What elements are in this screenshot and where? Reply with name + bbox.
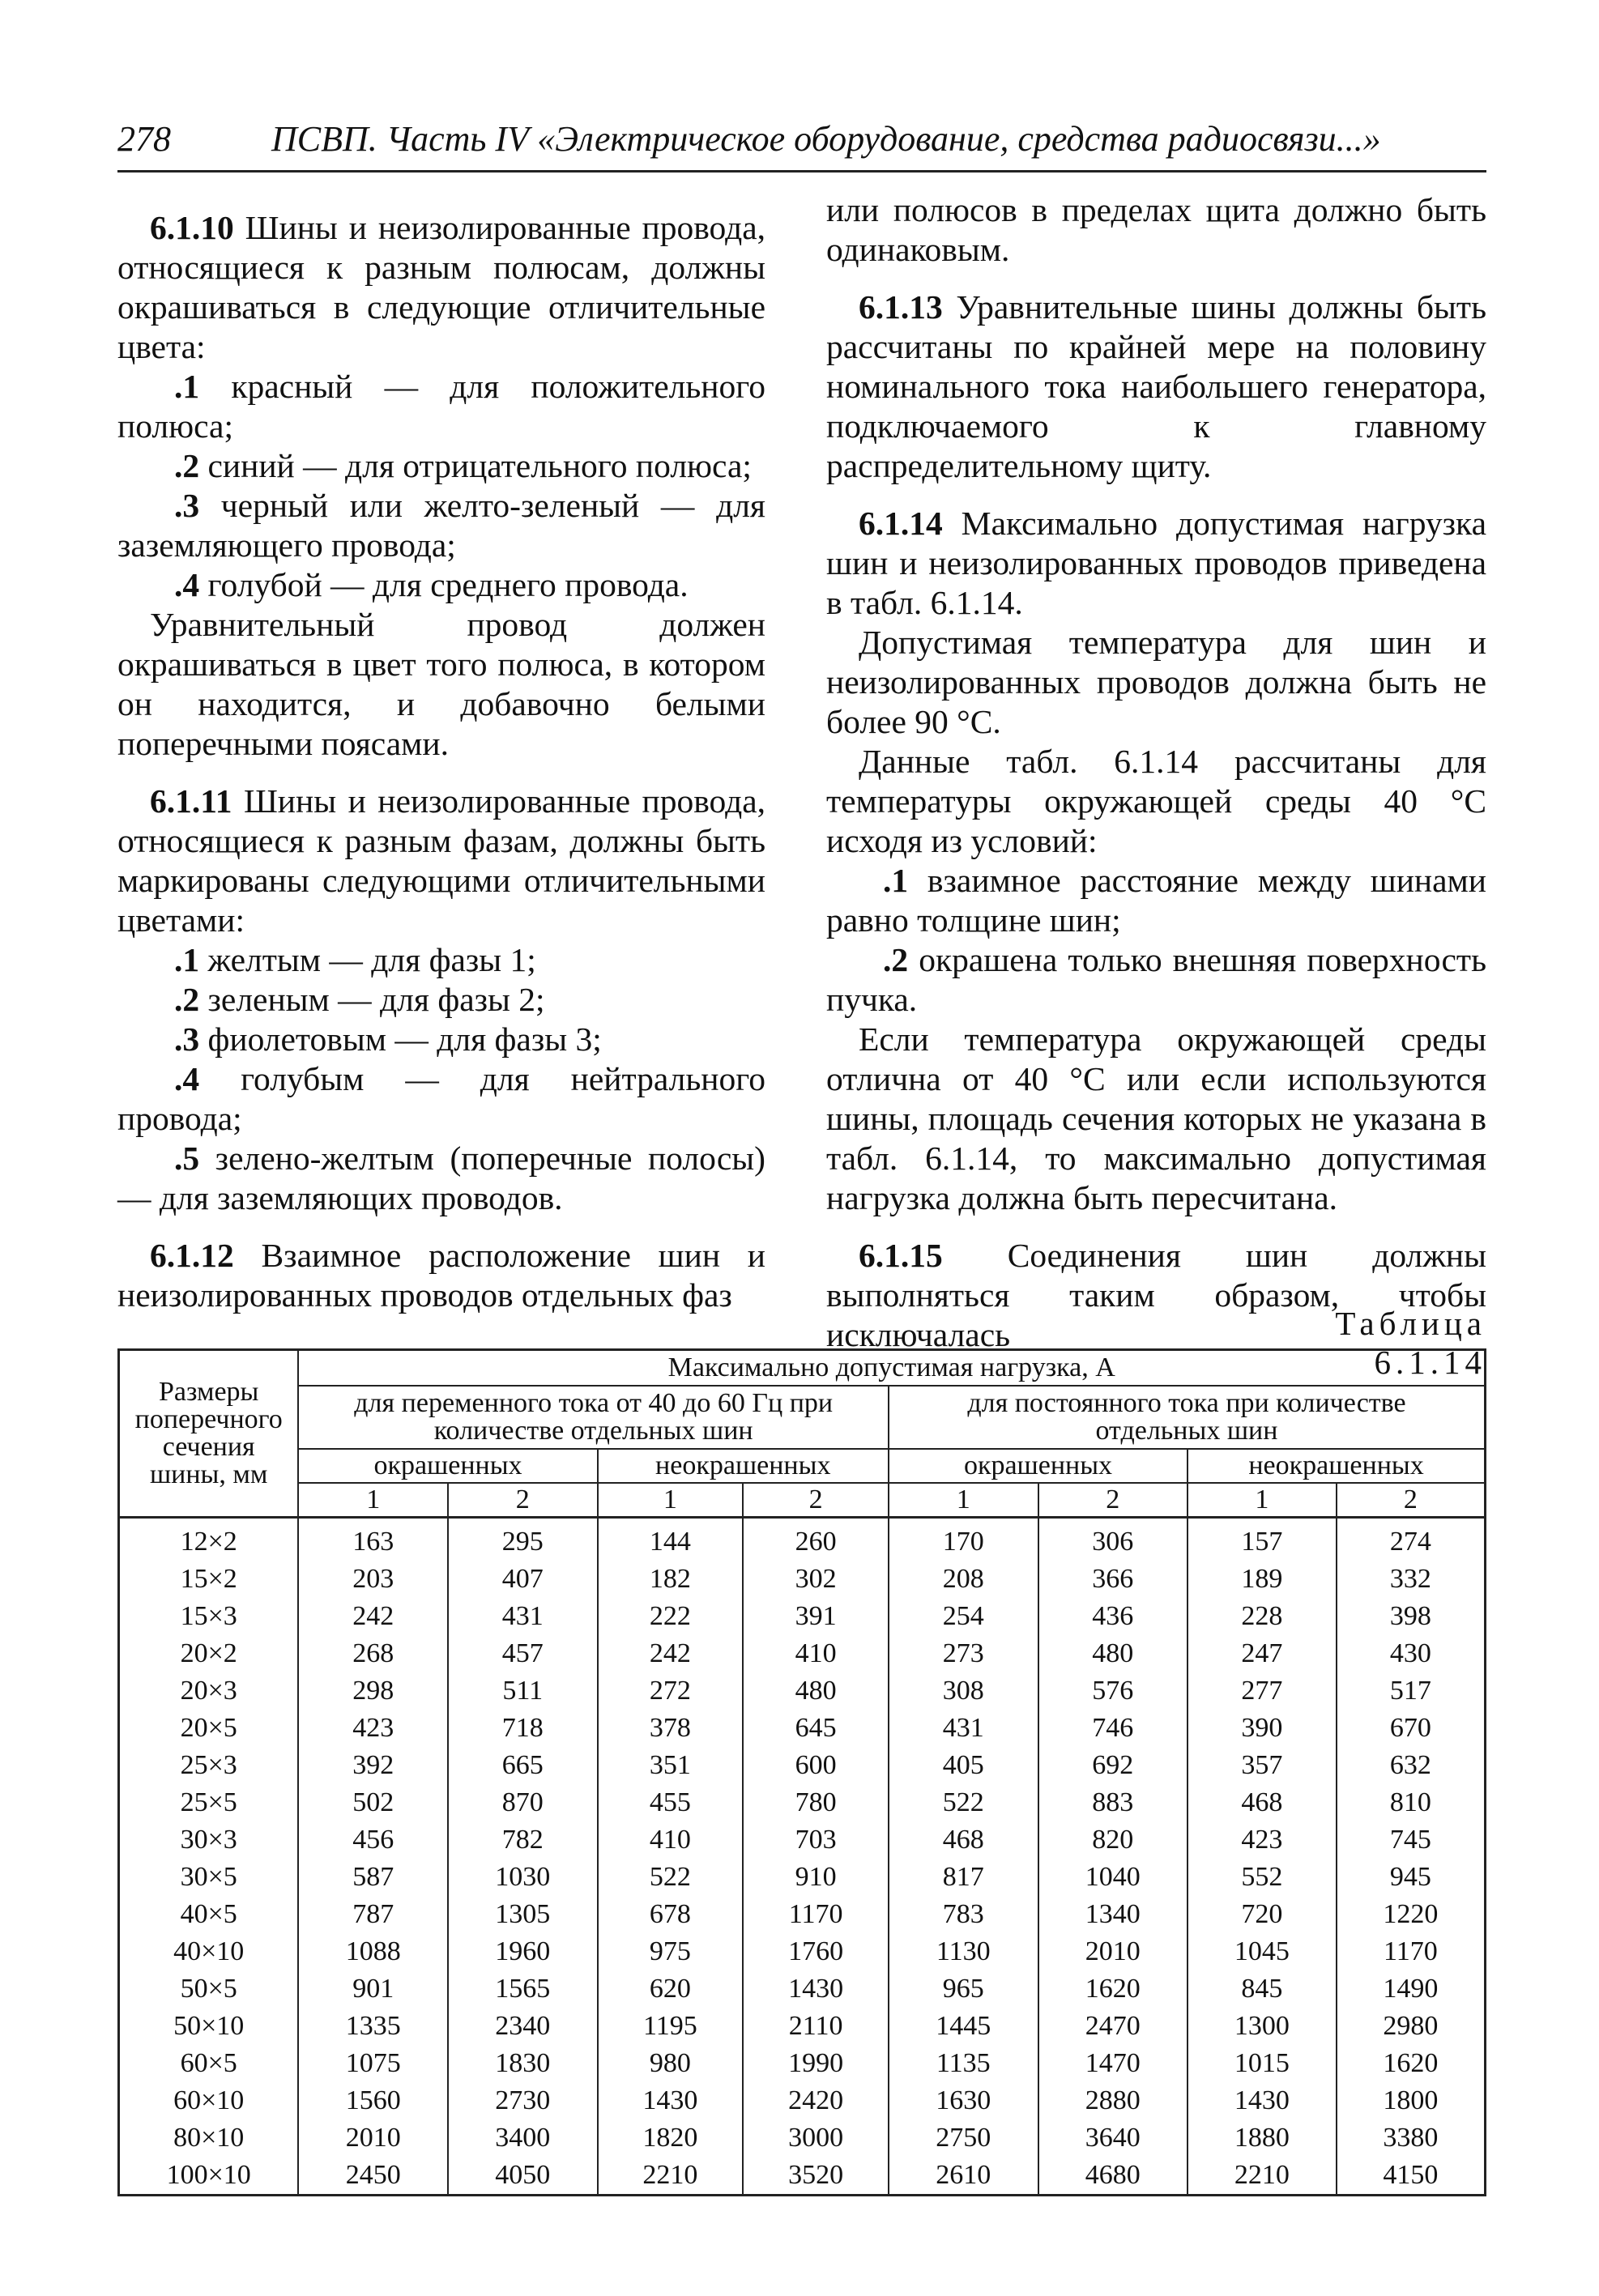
load-cell: 620 bbox=[598, 1970, 744, 2008]
load-cell: 1565 bbox=[448, 1970, 598, 2008]
paragraph-text: голубым — для нейтрального провода; bbox=[117, 1060, 765, 1137]
load-cell: 745 bbox=[1337, 1821, 1486, 1859]
load-cell: 1030 bbox=[448, 1859, 598, 1896]
page-number: 278 bbox=[117, 119, 171, 159]
load-cell: 455 bbox=[598, 1784, 744, 1821]
load-cell: 692 bbox=[1038, 1747, 1188, 1784]
load-cell: 182 bbox=[598, 1561, 744, 1598]
clause-number: 6.1.15 bbox=[859, 1237, 943, 1274]
load-cell: 410 bbox=[743, 1635, 889, 1672]
load-cell: 910 bbox=[743, 1859, 889, 1896]
paragraph-text: Если температура окружающей среды отлична от 40 °С или если используются шины, площадь сечения которых не указана в табл. 6.1.14, то максимально допустимая нагрузка должна быть пересчитана. bbox=[826, 1020, 1486, 1216]
load-cell: 720 bbox=[1188, 1896, 1337, 1933]
load-cell: 783 bbox=[889, 1896, 1038, 1933]
load-cell: 306 bbox=[1038, 1518, 1188, 1561]
load-cell: 3640 bbox=[1038, 2119, 1188, 2157]
paragraph bbox=[117, 565, 765, 605]
paragraph bbox=[117, 940, 765, 980]
paragraph bbox=[117, 367, 765, 446]
load-cell: 1760 bbox=[743, 1933, 889, 1970]
load-cell: 517 bbox=[1337, 1672, 1486, 1710]
load-cell: 670 bbox=[1337, 1710, 1486, 1747]
paragraph bbox=[826, 861, 1486, 940]
paragraph-text: взаимное расстояние между шинами равно толщине шин; bbox=[826, 862, 1486, 939]
paragraph bbox=[117, 446, 765, 486]
load-cell: 351 bbox=[598, 1747, 744, 1784]
right-column bbox=[826, 190, 1486, 1355]
load-cell: 1195 bbox=[598, 2008, 744, 2045]
load-cell: 274 bbox=[1337, 1518, 1486, 1561]
load-cell: 587 bbox=[298, 1859, 448, 1896]
paragraph-text: или полюсов в пределах щита должно быть одинаковым. bbox=[826, 191, 1486, 268]
paragraph-text: желтым — для фазы 1; bbox=[199, 941, 536, 978]
bus-count-header: 1 bbox=[889, 1483, 1038, 1518]
load-cell: 2110 bbox=[743, 2008, 889, 2045]
load-cell: 1800 bbox=[1337, 2082, 1486, 2119]
load-cell: 390 bbox=[1188, 1710, 1337, 1747]
size-cell: 12×2 bbox=[119, 1518, 299, 1561]
load-cell: 277 bbox=[1188, 1672, 1337, 1710]
clause-number: .5 bbox=[174, 1139, 200, 1177]
load-cell: 718 bbox=[448, 1710, 598, 1747]
load-cell: 430 bbox=[1337, 1635, 1486, 1672]
load-cell: 332 bbox=[1337, 1561, 1486, 1598]
load-cell: 1135 bbox=[889, 2045, 1038, 2082]
load-cell: 746 bbox=[1038, 1710, 1188, 1747]
paragraph-text: Соединения шин должны выполняться таким образом, чтобы исключалась bbox=[826, 1237, 1486, 1353]
paragraph-text: красный — для положительного полюса; bbox=[117, 368, 765, 445]
load-cell: 552 bbox=[1188, 1859, 1337, 1896]
table-row bbox=[119, 2157, 1486, 2196]
table-row bbox=[119, 1672, 1486, 1710]
paragraph bbox=[826, 742, 1486, 861]
load-cell: 407 bbox=[448, 1561, 598, 1598]
load-cell: 1015 bbox=[1188, 2045, 1337, 2082]
clause-number: 6.1.10 bbox=[150, 209, 234, 246]
size-cell: 50×10 bbox=[119, 2008, 299, 2045]
size-cell: 25×3 bbox=[119, 1747, 299, 1784]
size-cell: 50×5 bbox=[119, 1970, 299, 2008]
load-cell: 2730 bbox=[448, 2082, 598, 2119]
load-cell: 2470 bbox=[1038, 2008, 1188, 2045]
bus-count-header: 1 bbox=[298, 1483, 448, 1518]
table-row bbox=[119, 1710, 1486, 1747]
load-cell: 1445 bbox=[889, 2008, 1038, 2045]
load-cell: 260 bbox=[743, 1518, 889, 1561]
load-cell: 2010 bbox=[1038, 1933, 1188, 1970]
load-cell: 480 bbox=[743, 1672, 889, 1710]
table-row bbox=[119, 1784, 1486, 1821]
load-cell: 780 bbox=[743, 1784, 889, 1821]
size-cell: 60×5 bbox=[119, 2045, 299, 2082]
load-cell: 2010 bbox=[298, 2119, 448, 2157]
paragraph bbox=[117, 1139, 765, 1218]
paragraph-text: Шины и неизолированные провода, относящиеся к разным фазам, должны быть маркированы следующими отличительными цветами: bbox=[117, 782, 765, 939]
load-cell: 511 bbox=[448, 1672, 598, 1710]
paragraph bbox=[117, 605, 765, 764]
load-cell: 1560 bbox=[298, 2082, 448, 2119]
load-cell: 1820 bbox=[598, 2119, 744, 2157]
size-header: Размеры поперечного сечения шины, мм bbox=[119, 1350, 299, 1518]
load-cell: 965 bbox=[889, 1970, 1038, 2008]
bus-count-header: 1 bbox=[598, 1483, 744, 1518]
max-load-table bbox=[117, 1348, 1486, 2196]
load-cell: 1430 bbox=[743, 1970, 889, 2008]
paragraph bbox=[826, 940, 1486, 1020]
load-cell: 423 bbox=[298, 1710, 448, 1747]
load-cell: 4150 bbox=[1337, 2157, 1486, 2196]
paragraph-text: Уравнительный провод должен окрашиваться в цвет того полюса, в котором он находится, и добавочно белыми поперечными поясами. bbox=[117, 606, 765, 762]
load-cell: 423 bbox=[1188, 1821, 1337, 1859]
table-row bbox=[119, 1970, 1486, 2008]
load-cell: 391 bbox=[743, 1598, 889, 1635]
load-cell: 1880 bbox=[1188, 2119, 1337, 2157]
clause-number: 6.1.13 bbox=[859, 288, 943, 326]
load-cell: 468 bbox=[1188, 1784, 1337, 1821]
ac-header: для переменного тока от 40 до 60 Гц при количестве отдельных шин bbox=[298, 1386, 889, 1449]
size-cell: 40×5 bbox=[119, 1896, 299, 1933]
page-header bbox=[117, 113, 1486, 173]
table-row bbox=[119, 2008, 1486, 2045]
load-cell: 678 bbox=[598, 1896, 744, 1933]
load-cell: 3520 bbox=[743, 2157, 889, 2196]
load-cell: 2210 bbox=[598, 2157, 744, 2196]
load-cell: 901 bbox=[298, 1970, 448, 2008]
load-cell: 431 bbox=[889, 1710, 1038, 1747]
load-cell: 2210 bbox=[1188, 2157, 1337, 2196]
paragraph-text: зеленым — для фазы 2; bbox=[199, 981, 545, 1018]
load-cell: 4050 bbox=[448, 2157, 598, 2196]
load-cell: 1470 bbox=[1038, 2045, 1188, 2082]
paragraph-text: Максимально допустимая нагрузка шин и неизолированных проводов приведена в табл. 6.1.14. bbox=[826, 505, 1486, 621]
clause-number: .4 bbox=[174, 1060, 200, 1097]
load-cell: 157 bbox=[1188, 1518, 1337, 1561]
paragraph bbox=[826, 1020, 1486, 1218]
size-cell: 100×10 bbox=[119, 2157, 299, 2196]
clause-number: .1 bbox=[174, 368, 200, 405]
size-cell: 20×5 bbox=[119, 1710, 299, 1747]
load-cell: 632 bbox=[1337, 1747, 1486, 1784]
load-cell: 302 bbox=[743, 1561, 889, 1598]
load-cell: 468 bbox=[889, 1821, 1038, 1859]
load-cell: 883 bbox=[1038, 1784, 1188, 1821]
load-cell: 1170 bbox=[743, 1896, 889, 1933]
load-cell: 1045 bbox=[1188, 1933, 1337, 1970]
clause-number: .1 bbox=[174, 941, 200, 978]
load-cell: 295 bbox=[448, 1518, 598, 1561]
size-cell: 80×10 bbox=[119, 2119, 299, 2157]
load-cell: 2340 bbox=[448, 2008, 598, 2045]
load-cell: 645 bbox=[743, 1710, 889, 1747]
load-cell: 3000 bbox=[743, 2119, 889, 2157]
load-cell: 870 bbox=[448, 1784, 598, 1821]
paragraph-text: фиолетовым — для фазы 3; bbox=[199, 1020, 602, 1058]
size-cell: 30×3 bbox=[119, 1821, 299, 1859]
load-cell: 456 bbox=[298, 1821, 448, 1859]
load-cell: 272 bbox=[598, 1672, 744, 1710]
paragraph-text: черный или желто-зеленый — для заземляющего провода; bbox=[117, 487, 765, 564]
size-cell: 20×2 bbox=[119, 1635, 299, 1672]
load-cell: 480 bbox=[1038, 1635, 1188, 1672]
table-row bbox=[119, 1518, 1486, 1561]
size-cell: 40×10 bbox=[119, 1933, 299, 1970]
load-cell: 1075 bbox=[298, 2045, 448, 2082]
paragraph bbox=[826, 504, 1486, 623]
load-cell: 1430 bbox=[1188, 2082, 1337, 2119]
load-cell: 980 bbox=[598, 2045, 744, 2082]
clause-number: 6.1.12 bbox=[150, 1237, 234, 1274]
load-cell: 436 bbox=[1038, 1598, 1188, 1635]
load-cell: 392 bbox=[298, 1747, 448, 1784]
load-cell: 2750 bbox=[889, 2119, 1038, 2157]
load-cell: 1990 bbox=[743, 2045, 889, 2082]
load-cell: 242 bbox=[298, 1598, 448, 1635]
load-cell: 405 bbox=[889, 1747, 1038, 1784]
size-cell: 20×3 bbox=[119, 1672, 299, 1710]
table-row bbox=[119, 1821, 1486, 1859]
size-cell: 30×5 bbox=[119, 1859, 299, 1896]
bus-count-header: 2 bbox=[1337, 1483, 1486, 1518]
load-cell: 2980 bbox=[1337, 2008, 1486, 2045]
paragraph-text: голубой — для среднего провода. bbox=[199, 566, 689, 603]
paragraph-text: Уравнительные шины должны быть рассчитаны по крайней мере на половину номинального тока наибольшего генератора, подключаемого к главному распределительному щиту. bbox=[826, 288, 1486, 484]
load-cell: 254 bbox=[889, 1598, 1038, 1635]
load-cell: 522 bbox=[598, 1859, 744, 1896]
load-cell: 398 bbox=[1337, 1598, 1486, 1635]
load-cell: 242 bbox=[598, 1635, 744, 1672]
table-body bbox=[119, 1518, 1486, 2196]
bus-count-header: 2 bbox=[1038, 1483, 1188, 1518]
load-cell: 1040 bbox=[1038, 1859, 1188, 1896]
load-cell: 820 bbox=[1038, 1821, 1188, 1859]
load-cell: 1300 bbox=[1188, 2008, 1337, 2045]
paragraph bbox=[826, 288, 1486, 486]
paragraph bbox=[117, 486, 765, 565]
size-cell: 15×3 bbox=[119, 1598, 299, 1635]
load-cell: 1960 bbox=[448, 1933, 598, 1970]
table-row bbox=[119, 1896, 1486, 1933]
load-cell: 1220 bbox=[1337, 1896, 1486, 1933]
load-cell: 810 bbox=[1337, 1784, 1486, 1821]
paragraph-text: окрашена только внешняя поверхность пучка. bbox=[826, 941, 1486, 1018]
paragraph-text: Взаимное расположение шин и неизолированных проводов отдельных фаз bbox=[117, 1237, 765, 1314]
load-cell: 975 bbox=[598, 1933, 744, 1970]
load-cell: 665 bbox=[448, 1747, 598, 1784]
paragraph bbox=[117, 980, 765, 1020]
running-title: ПСВП. Часть IV «Электрическое оборудование, средства радиосвязи...» bbox=[271, 119, 1381, 159]
table-row bbox=[119, 1598, 1486, 1635]
table-row bbox=[119, 2045, 1486, 2082]
load-cell: 208 bbox=[889, 1561, 1038, 1598]
load-cell: 502 bbox=[298, 1784, 448, 1821]
load-cell: 3380 bbox=[1337, 2119, 1486, 2157]
left-column bbox=[117, 190, 765, 1315]
load-cell: 1430 bbox=[598, 2082, 744, 2119]
table-row bbox=[119, 1561, 1486, 1598]
load-cell: 298 bbox=[298, 1672, 448, 1710]
load-cell: 1088 bbox=[298, 1933, 448, 1970]
clause-number: .2 bbox=[174, 447, 200, 484]
ac-unpainted-header: неокрашенных bbox=[598, 1449, 889, 1483]
clause-number: .4 bbox=[174, 566, 200, 603]
load-cell: 576 bbox=[1038, 1672, 1188, 1710]
table-row bbox=[119, 2082, 1486, 2119]
load-cell: 228 bbox=[1188, 1598, 1337, 1635]
load-cell: 2420 bbox=[743, 2082, 889, 2119]
load-cell: 247 bbox=[1188, 1635, 1337, 1672]
load-cell: 268 bbox=[298, 1635, 448, 1672]
paragraph-text: Шины и неизолированные провода, относящиеся к разным полюсам, должны окрашиваться в следующие отличительные цвета: bbox=[117, 209, 765, 365]
bus-count-header: 2 bbox=[448, 1483, 598, 1518]
load-cell: 222 bbox=[598, 1598, 744, 1635]
table-caption: Таблица 6.1.14 bbox=[1335, 1305, 1486, 1381]
load-cell: 703 bbox=[743, 1821, 889, 1859]
dc-unpainted-header: неокрашенных bbox=[1188, 1449, 1485, 1483]
load-cell: 782 bbox=[448, 1821, 598, 1859]
dc-header: для постоянного тока при количестве отдельных шин bbox=[889, 1386, 1486, 1449]
load-cell: 431 bbox=[448, 1598, 598, 1635]
load-cell: 1340 bbox=[1038, 1896, 1188, 1933]
load-cell: 600 bbox=[743, 1747, 889, 1784]
clause-number: .2 bbox=[174, 981, 200, 1018]
load-cell: 1335 bbox=[298, 2008, 448, 2045]
ac-painted-header: окрашенных bbox=[298, 1449, 597, 1483]
load-cell: 457 bbox=[448, 1635, 598, 1672]
load-cell: 1620 bbox=[1038, 1970, 1188, 2008]
clause-number: 6.1.14 bbox=[859, 505, 943, 542]
clause-number: .2 bbox=[883, 941, 909, 978]
table-row bbox=[119, 1859, 1486, 1896]
load-cell: 203 bbox=[298, 1561, 448, 1598]
load-cell: 845 bbox=[1188, 1970, 1337, 2008]
load-cell: 1490 bbox=[1337, 1970, 1486, 2008]
load-cell: 2450 bbox=[298, 2157, 448, 2196]
load-cell: 163 bbox=[298, 1518, 448, 1561]
load-cell: 4680 bbox=[1038, 2157, 1188, 2196]
paragraph bbox=[117, 1020, 765, 1059]
paragraph-text: Допустимая температура для шин и неизолированных проводов должна быть не более 90 °С. bbox=[826, 624, 1486, 740]
load-cell: 1170 bbox=[1337, 1933, 1486, 1970]
paragraph bbox=[117, 1059, 765, 1139]
load-cell: 189 bbox=[1188, 1561, 1337, 1598]
size-cell: 25×5 bbox=[119, 1784, 299, 1821]
load-cell: 1130 bbox=[889, 1933, 1038, 1970]
paragraph bbox=[117, 782, 765, 940]
paragraph-text: синий — для отрицательного полюса; bbox=[199, 447, 752, 484]
paragraph bbox=[117, 1236, 765, 1315]
load-cell: 410 bbox=[598, 1821, 744, 1859]
bus-count-header: 1 bbox=[1188, 1483, 1337, 1518]
load-cell: 2880 bbox=[1038, 2082, 1188, 2119]
load-cell: 366 bbox=[1038, 1561, 1188, 1598]
load-cell: 945 bbox=[1337, 1859, 1486, 1896]
load-cell: 1620 bbox=[1337, 2045, 1486, 2082]
load-cell: 522 bbox=[889, 1784, 1038, 1821]
load-cell: 787 bbox=[298, 1896, 448, 1933]
dc-painted-header: окрашенных bbox=[889, 1449, 1188, 1483]
table-row bbox=[119, 1933, 1486, 1970]
load-cell: 3400 bbox=[448, 2119, 598, 2157]
load-cell: 1305 bbox=[448, 1896, 598, 1933]
load-cell: 817 bbox=[889, 1859, 1038, 1896]
load-cell: 1630 bbox=[889, 2082, 1038, 2119]
load-cell: 378 bbox=[598, 1710, 744, 1747]
size-cell: 60×10 bbox=[119, 2082, 299, 2119]
load-cell: 357 bbox=[1188, 1747, 1337, 1784]
load-cell: 308 bbox=[889, 1672, 1038, 1710]
clause-number: .3 bbox=[174, 487, 200, 524]
paragraph-text: зелено-желтым (поперечные полосы) — для заземляющих проводов. bbox=[117, 1139, 765, 1216]
max-load-header: Максимально допустимая нагрузка, А bbox=[298, 1350, 1485, 1387]
table-row bbox=[119, 1747, 1486, 1784]
paragraph-text: Данные табл. 6.1.14 рассчитаны для температуры окружающей среды 40 °С исходя из условий: bbox=[826, 743, 1486, 859]
clause-number: .3 bbox=[174, 1020, 200, 1058]
table-row bbox=[119, 1635, 1486, 1672]
bus-count-header: 2 bbox=[743, 1483, 889, 1518]
table-row bbox=[119, 2119, 1486, 2157]
load-cell: 170 bbox=[889, 1518, 1038, 1561]
paragraph bbox=[117, 208, 765, 367]
load-cell: 273 bbox=[889, 1635, 1038, 1672]
load-cell: 1830 bbox=[448, 2045, 598, 2082]
paragraph bbox=[826, 623, 1486, 742]
clause-number: 6.1.11 bbox=[150, 782, 232, 820]
clause-number: .1 bbox=[883, 862, 909, 899]
load-cell: 144 bbox=[598, 1518, 744, 1561]
paragraph bbox=[826, 190, 1486, 270]
load-cell: 2610 bbox=[889, 2157, 1038, 2196]
size-cell: 15×2 bbox=[119, 1561, 299, 1598]
